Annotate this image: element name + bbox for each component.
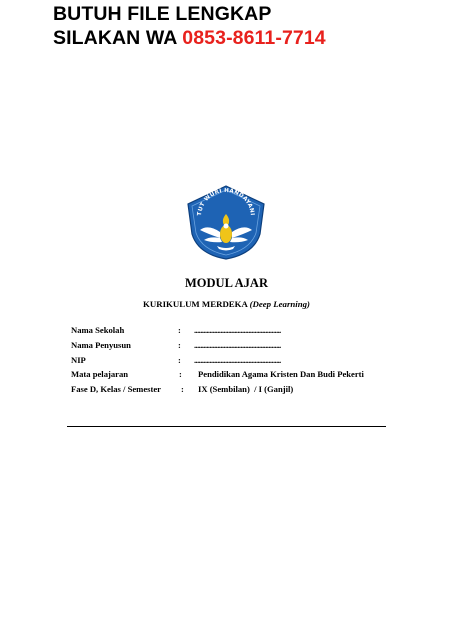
info-label: Nama Sekolah <box>71 325 125 335</box>
info-label: NIP <box>71 355 86 365</box>
subtitle-deep-learning: (Deep Learning) <box>249 299 310 309</box>
info-value: Pendidikan Agama Kristen Dan Budi Pekerti <box>198 369 364 379</box>
document-subtitle <box>0 299 453 309</box>
banner-phone-number: 0853-8611-7714 <box>182 27 326 49</box>
banner-line-1: BUTUH FILE LENGKAP <box>53 3 272 25</box>
info-colon: : <box>181 384 184 394</box>
info-colon: : <box>178 355 181 365</box>
banner-prefix: SILAKAN WA <box>53 27 183 49</box>
info-label: Fase D, Kelas / Semester <box>71 384 161 394</box>
subtitle-curriculum: KURIKULUM MERDEKA <box>143 299 250 309</box>
info-colon: : <box>178 340 181 350</box>
info-label: Mata pelajaran <box>71 369 129 379</box>
info-colon: : <box>178 325 181 335</box>
banner-line-2 <box>53 26 326 50</box>
info-value-blank: ........................................................ <box>194 340 281 350</box>
horizontal-divider <box>67 426 386 427</box>
tut-wuri-handayani-emblem-icon <box>184 184 268 260</box>
info-value-blank: ........................................................ <box>194 355 281 365</box>
emblem-motto-text: TUT WURI HANDAYANI <box>196 187 255 217</box>
info-value-blank: ........................................................ <box>194 325 281 335</box>
document-title: MODUL AJAR <box>185 276 268 290</box>
info-value: IX (Sembilan) / I (Ganjil) <box>198 384 294 394</box>
contact-banner <box>53 2 326 50</box>
info-label: Nama Penyusun <box>71 340 131 350</box>
info-colon: : <box>179 369 182 379</box>
